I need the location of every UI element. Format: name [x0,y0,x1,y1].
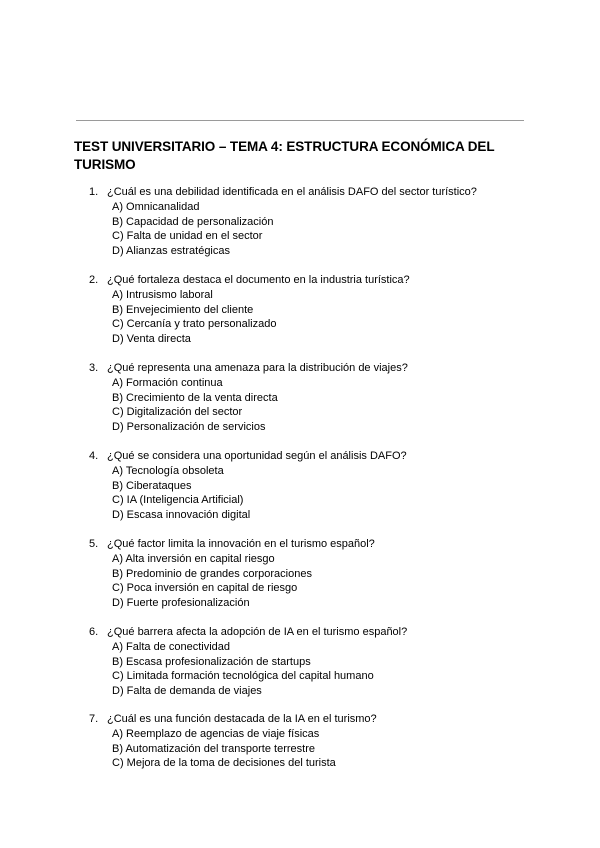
option-item: D) Personalización de servicios [112,421,266,434]
question-3 [89,361,529,435]
option-item: B) Escasa profesionalización de startups [112,655,311,668]
option-item: D) Escasa innovación digital [112,509,251,522]
option-item: C) Falta de unidad en el sector [112,230,263,243]
option-item: A) Tecnología obsoleta [112,464,224,477]
option-item: C) Mejora de la toma de decisiones del turista [112,757,336,770]
option-item: D) Venta directa [112,333,191,346]
question-text: ¿Cuál es una debilidad identificada en el análisis DAFO del sector turístico? [107,186,477,198]
question-number: 6. [89,626,99,638]
option-list [89,288,529,347]
question-number: 1. [89,186,99,198]
option-item: C) Digitalización del sector [112,406,243,419]
option-item: A) Formación continua [112,376,223,389]
option-item: C) Limitada formación tecnológica del capital humano [112,670,374,683]
option-item: B) Automatización del transporte terrestre [112,742,315,755]
option-item: D) Falta de demanda de viajes [112,685,262,698]
question-6 [89,625,529,699]
option-item: C) Cercanía y trato personalizado [112,318,277,331]
option-item: C) Poca inversión en capital de riesgo [112,582,298,595]
question-number: 7. [89,713,99,725]
header-divider [76,120,524,121]
question-text: ¿Qué fortaleza destaca el documento en la industria turística? [107,274,410,286]
question-number: 2. [89,274,99,286]
option-item: A) Omnicanalidad [112,200,200,213]
question-text: ¿Cuál es una función destacada de la IA en el turismo? [107,713,377,725]
page-title: TEST UNIVERSITARIO – TEMA 4: ESTRUCTURA ECONÓMICA DEL TURISMO [74,139,495,172]
option-item: D) Fuerte profesionalización [112,597,250,610]
option-item: B) Ciberataques [112,479,192,492]
question-7 [89,712,529,771]
option-item: B) Crecimiento de la venta directa [112,391,278,404]
option-list [89,552,529,611]
question-number: 3. [89,362,99,374]
option-item: A) Reemplazo de agencias de viaje físicas [112,727,320,740]
option-item: B) Capacidad de personalización [112,215,274,228]
option-list [89,727,529,771]
option-list [89,376,529,435]
question-text: ¿Qué barrera afecta la adopción de IA en el turismo español? [107,626,408,638]
option-item: A) Alta inversión en capital riesgo [112,552,275,565]
question-4 [89,449,529,523]
option-item: D) Alianzas estratégicas [112,245,230,258]
question-5 [89,537,529,611]
option-list [89,464,529,523]
question-number: 5. [89,538,99,550]
option-list [89,640,529,699]
question-text: ¿Qué representa una amenaza para la distribución de viajes? [107,362,408,374]
option-list [89,200,529,259]
option-item: B) Predominio de grandes corporaciones [112,567,312,580]
question-2 [89,273,529,347]
option-item: A) Intrusismo laboral [112,288,213,301]
option-item: C) IA (Inteligencia Artificial) [112,494,244,507]
option-item: A) Falta de conectividad [112,640,231,653]
question-1 [89,185,529,259]
option-item: B) Envejecimiento del cliente [112,303,254,316]
question-number: 4. [89,450,99,462]
question-text: ¿Qué se considera una oportunidad según el análisis DAFO? [107,450,407,462]
question-text: ¿Qué factor limita la innovación en el turismo español? [107,538,375,550]
